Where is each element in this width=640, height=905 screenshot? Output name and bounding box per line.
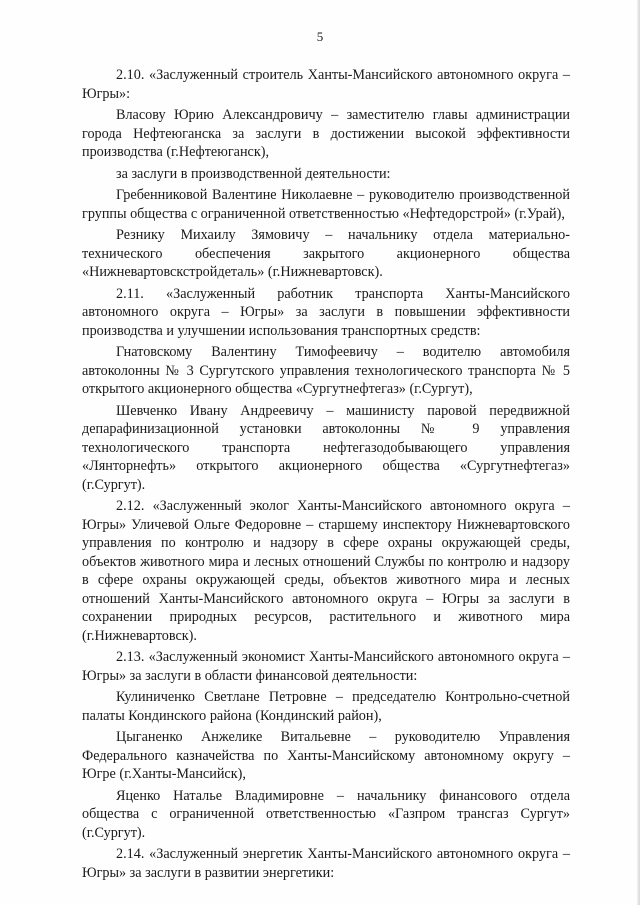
paragraph-reznik: Резнику Михаилу Зямовичу – начальнику отдела материально-технического обеспечения закрытого акционерного общества «Нижневартовскстройдеталь» (г.Нижневартовск). — [82, 227, 570, 280]
paragraph-2-10-heading: 2.10. «Заслуженный строитель Ханты-Мансийского автономного округа – Югры»: — [82, 67, 570, 102]
document-body — [82, 66, 570, 882]
paragraph-grebennikova: Гребенниковой Валентине Николаевне – руководителю производственной группы общества с ограниченной ответственностью «Нефтедорстрой» (г.Урай), — [82, 187, 570, 222]
paragraph-tsyganenko: Цыганенко Анжелике Витальевне – руководителю Управления Федерального казначейства по Ханты-Мансийскому автономному округу – Югре (г.Ханты-Мансийск), — [82, 729, 570, 782]
paragraph-shevchenko: Шевченко Ивану Андреевичу – машинисту паровой передвижной депарафинизационной установки автоколонны № 9 управления технологического транспорта нефтегазодобывающего управления «Лянторнефть» открытого акционерного общества «Сургутнефтегаз» (г.Сургут). — [82, 402, 570, 493]
paragraph-production-merits: за заслуги в производственной деятельности: — [116, 165, 391, 182]
paragraph-2-13-heading: 2.13. «Заслуженный экономист Ханты-Мансийского автономного округа – Югры» за заслуги в области финансовой деятельности: — [82, 649, 570, 684]
page-number: 5 — [316, 29, 324, 44]
paragraph-2-11-heading: 2.11. «Заслуженный работник транспорта Ханты-Мансийского автономного округа – Югры» за заслуги в повышении эффективности производства и улучшении использования транспортных средств: — [82, 285, 570, 339]
paragraph-2-14-heading: 2.14. «Заслуженный энергетик Ханты-Мансийского автономного округа – Югры» за заслуги в развитии энергетики: — [82, 846, 570, 881]
paragraph-gnatovsky: Гнатовскому Валентину Тимофеевичу – водителю автомобиля автоколонны № 3 Сургутского управления технологического транспорта № 5 открытого акционерного общества «Сургутнефтегаз» (г.Сургут), — [82, 344, 570, 397]
paragraph-kulinichenko: Кулиниченко Светлане Петровне – председателю Контрольно-счетной палаты Кондинского района (Кондинский район), — [82, 689, 570, 724]
paragraph-vlasov: Власову Юрию Александровичу – заместителю главы администрации города Нефтеюганска за заслуги в достижении высокой эффективности производства (г.Нефтеюганск), — [82, 107, 570, 160]
paragraph-yatsenko: Яценко Наталье Владимировне – начальнику финансового отдела общества с ограниченной ответственностью «Газпром трансгаз Сургут» (г.Сургут). — [82, 787, 570, 841]
paragraph-2-12-ecologist: 2.12. «Заслуженный эколог Ханты-Мансийского автономного округа – Югры» Уличевой Ольге Федоровне – старшему инспектору Нижневартовского управления по контролю и надзору в сфере охраны окружающей среды, объектов животного мира и лесных отношений Службы по контролю и надзору в сфере охраны окружающей среды, объектов животного мира и лесных отношений Ханты-Мансийского автономного округа – Югры за заслуги в сохранении природных ресурсов, растительного и животного мира (г.Нижневартовск). — [82, 498, 570, 644]
